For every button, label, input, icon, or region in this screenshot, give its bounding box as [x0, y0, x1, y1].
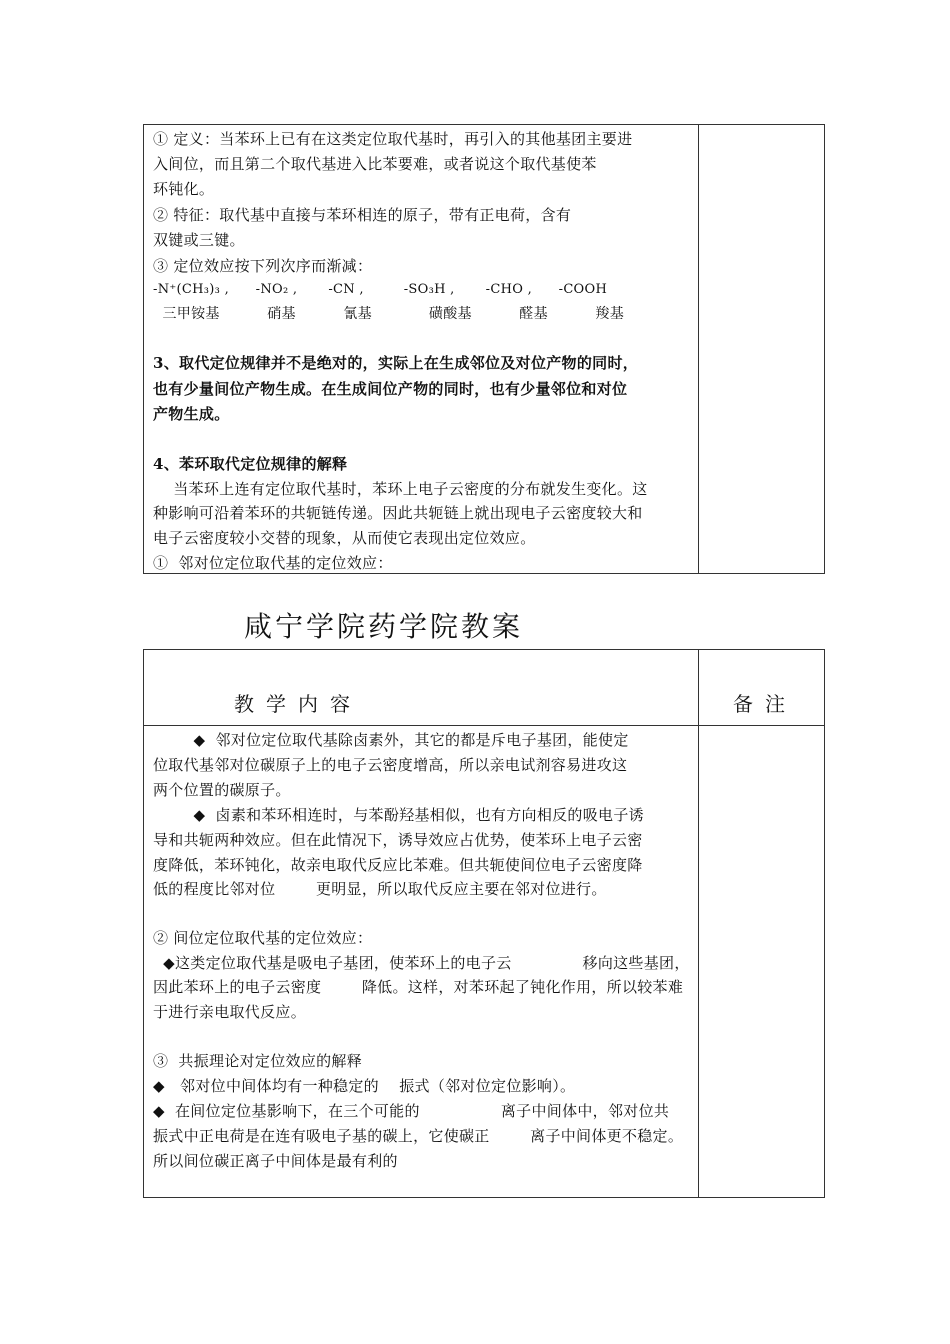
text-line: 环钝化。 [153, 180, 215, 198]
text-line: ③ 共振理论对定位效应的解释 [153, 1052, 363, 1070]
header-row-divider [144, 725, 824, 726]
text-line: ① 邻对位定位取代基的定位效应： [153, 554, 393, 572]
section-heading: 3、取代定位规律并不是绝对的，实际上在生成邻位及对位产物的同时， [153, 354, 639, 372]
text-line: 度降低，苯环钝化，故亲电取代反应比苯难。但共轭使间位电子云密度降 [153, 856, 643, 874]
text-line: 当苯环上连有定位取代基时，苯环上电子云密度的分布就发生变化。这 [153, 480, 648, 498]
text-line: ② 特征：取代基中直接与苯环相连的原子，带有正电荷，含有 [153, 206, 572, 224]
text-line: ◆ 邻对位定位取代基除卤素外，其它的都是斥电子基团，能使定 [153, 731, 629, 749]
header-teaching-content: 教学内容 [234, 692, 362, 716]
text-line: 振式中正电荷是在连有吸电子基的碳上，它使碳正 离子中间体更不稳定。 [153, 1127, 684, 1145]
text-line: 入间位，而且第二个取代基进入比苯要难，或者说这个取代基使苯 [153, 155, 597, 173]
remarks-column-divider [698, 125, 699, 573]
text-line: ◆ 在间位定位基影响下，在三个可能的 离子中间体中，邻对位共 [153, 1102, 670, 1120]
text-line: ◆ 邻对位中间体均有一种稳定的 振式（邻对位定位影响）。 [153, 1077, 576, 1095]
text-line: 所以间位碳正离子中间体是最有利的 [153, 1152, 398, 1170]
header-remarks: 备注 [733, 692, 797, 716]
top-lesson-table [143, 124, 825, 574]
formula-line: -N⁺(CH₃)₃ , -NO₂ , -CN , -SO₃H , -CHO , -COOH [153, 282, 608, 297]
text-line: 种影响可沿着苯环的共轭链传递。因此共轭链上就出现电子云密度较大和 [153, 504, 643, 522]
remarks-column-divider [698, 650, 699, 1197]
text-line: 电子云密度较小交替的现象，从而使它表现出定位效应。 [153, 529, 536, 547]
text-line: ③ 定位效应按下列次序而渐减： [153, 257, 373, 275]
text-line: 两个位置的碳原子。 [153, 781, 291, 799]
section-heading: 产物生成。 [153, 405, 230, 423]
text-line: ② 间位定位取代基的定位效应： [153, 929, 373, 947]
text-line: ◆这类定位取代基是吸电子基团，使苯环上的电子云 移向这些基团， [153, 954, 690, 972]
text-line: 双键或三键。 [153, 231, 245, 249]
text-line: ① 定义：当苯环上已有在这类定位取代基时，再引入的其他基团主要进 [153, 130, 633, 148]
text-line: 低的程度比邻对位 更明显，所以取代反应主要在邻对位进行。 [153, 880, 607, 898]
section-heading: 4、苯环取代定位规律的解释 [153, 455, 348, 473]
text-line: 导和共轭两种效应。但在此情况下，诱导效应占优势，使苯环上电子云密 [153, 831, 643, 849]
text-line: 位取代基邻对位碳原子上的电子云密度增高，所以亲电试剂容易进攻这 [153, 756, 628, 774]
bottom-lesson-table [143, 649, 825, 1198]
text-line: ◆ 卤素和苯环相连时，与苯酚羟基相似，也有方向相反的吸电子诱 [153, 806, 644, 824]
text-line: 因此苯环上的电子云密度 降低。这样，对苯环起了钝化作用，所以较苯难 [153, 978, 684, 996]
section-heading: 也有少量间位产物生成。在生成间位产物的同时，也有少量邻位和对位 [153, 380, 628, 398]
group-name-line: 三甲铵基 硝基 氰基 磺酸基 醛基 羧基 [153, 306, 625, 322]
page-title: 咸宁学院药学院教案 [244, 610, 524, 643]
text-line: 于进行亲电取代反应。 [153, 1003, 307, 1021]
